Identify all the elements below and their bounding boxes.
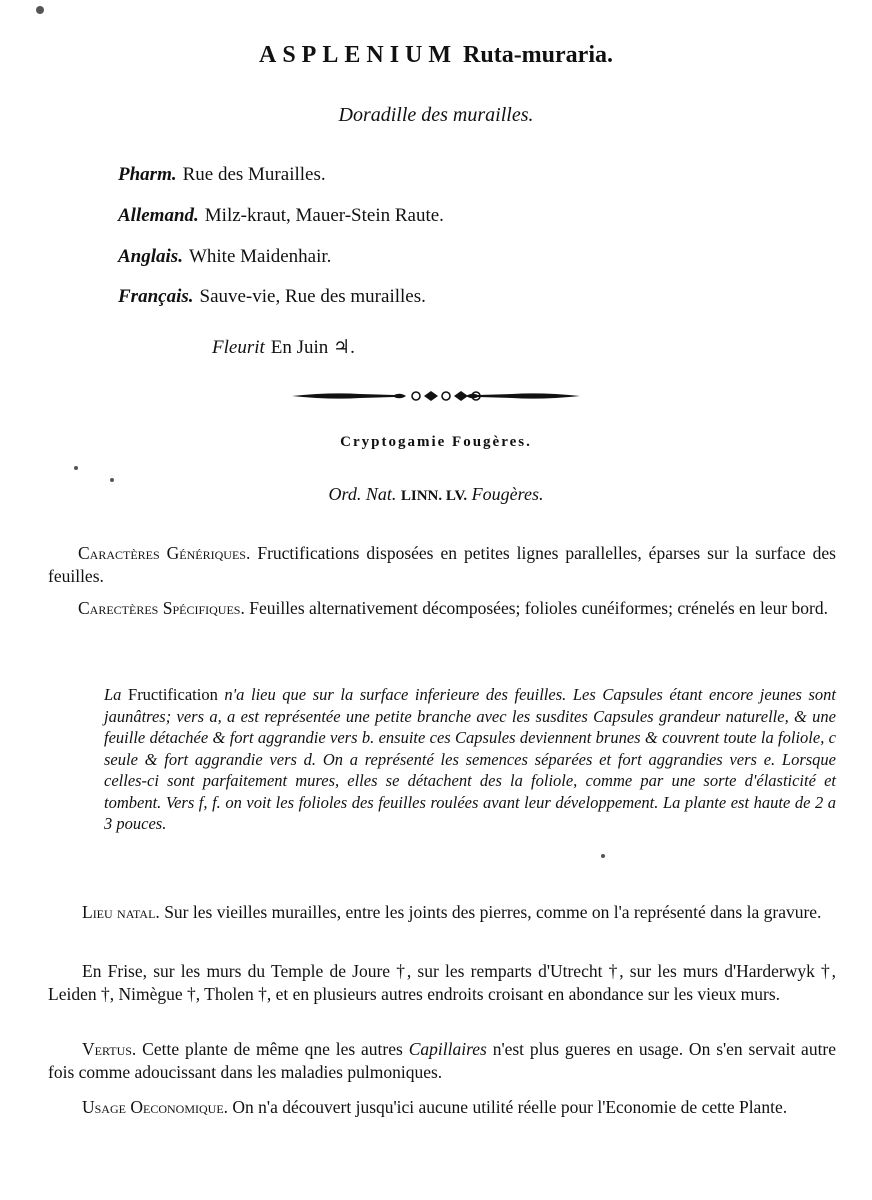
flowering-value: En Juin ♃. bbox=[270, 337, 355, 358]
french-common-name: Doradille des murailles. bbox=[338, 104, 534, 126]
order-system: LINN. LV. bbox=[400, 488, 468, 504]
fructification-description bbox=[104, 684, 836, 835]
specific-characters-heading: Carectères Spécifiques. bbox=[78, 598, 245, 618]
name-value: White Maidenhair. bbox=[188, 246, 332, 267]
order-suffix: Fougères. bbox=[471, 484, 544, 504]
virtues-paragraph bbox=[48, 1038, 836, 1084]
habitat-heading: Lieu natal. bbox=[82, 902, 160, 922]
name-anglais bbox=[118, 246, 331, 268]
specific-characters-text: Feuilles alternativement décomposées; folioles cunéiformes; crénelés en leur bord. bbox=[249, 598, 828, 618]
species-title bbox=[0, 42, 872, 69]
economic-use-paragraph bbox=[48, 1096, 836, 1119]
description-lead: La bbox=[104, 685, 122, 704]
generic-characters-heading: Caractères Génériques. bbox=[78, 543, 251, 563]
habitat-localities-text: En Frise, sur les murs du Temple de Joure †, sur les remparts d'Utrecht †, sur les murs d'Harderwyk †, Leiden †, Nimègue †, Tholen †, et en plusieurs autres endroits croisant en abondance sur les vieux murs. bbox=[48, 961, 836, 1004]
species-epithet: Ruta-muraria. bbox=[463, 42, 613, 68]
ink-speck bbox=[601, 854, 605, 858]
habitat-paragraph bbox=[48, 901, 836, 924]
generic-characters bbox=[48, 542, 836, 588]
virtues-text-before: Cette plante de même qne les autres bbox=[142, 1039, 403, 1059]
natural-order bbox=[0, 484, 872, 505]
habitat-localities bbox=[48, 960, 836, 1006]
name-value: Rue des Murailles. bbox=[182, 164, 326, 185]
classification-heading: Cryptogamie Fougères. bbox=[340, 434, 532, 450]
name-label: Français. bbox=[118, 286, 194, 307]
description-lead-word: Fructification bbox=[128, 685, 218, 704]
description-text: n'a lieu que sur la surface inferieure des feuilles. Les Capsules étant encore jeunes sont jaunâtres; vers a, a est représentée une petite branche avec les susdites Capsules grandeur naturelle, & une feuille détachée & fort aggrandie vers b. ensuite ces Capsules deviennent brunes & couvrent toute la foliole, c seule & fort aggrandie vers d. On a représenté les semences séparées et fort aggrandies vers e. Lorsque celles-ci sont parfaitement mures, elles se détachent des la foliole, comme par une sorte d'élasticité et tombent. Vers f, f. on voit les folioles des feuilles roulées avant leur développement. La plante est haute de 2 a 3 pouces. bbox=[104, 685, 837, 833]
order-prefix: Ord. Nat. bbox=[328, 484, 397, 504]
name-allemand bbox=[118, 205, 444, 227]
name-value: Sauve-vie, Rue des murailles. bbox=[199, 286, 426, 307]
name-label: Allemand. bbox=[118, 205, 199, 226]
economic-use-text: On n'a découvert jusqu'ici aucune utilité réelle pour l'Economie de cette Plante. bbox=[232, 1097, 788, 1117]
name-value: Milz-kraut, Mauer-Stein Raute. bbox=[204, 205, 444, 226]
flowering-label: Fleurit bbox=[212, 337, 265, 358]
virtues-italic-word: Capillaires bbox=[408, 1039, 487, 1059]
genus-name: ASPLENIUM bbox=[259, 42, 458, 68]
ornament-divider bbox=[290, 386, 582, 406]
name-francais bbox=[118, 286, 426, 308]
economic-use-heading: Usage Oeconomique. bbox=[82, 1097, 229, 1117]
ink-speck bbox=[110, 478, 114, 482]
name-label: Anglais. bbox=[118, 246, 183, 267]
specific-characters bbox=[48, 597, 836, 620]
name-label: Pharm. bbox=[118, 164, 177, 185]
name-pharm bbox=[118, 164, 326, 186]
generic-characters-text: Fructifications disposées en petites lignes parallelles, éparses sur la surface des feuilles. bbox=[48, 543, 836, 586]
flowering-line bbox=[212, 336, 355, 359]
virtues-heading: Vertus. bbox=[82, 1039, 137, 1059]
virtues-text-after: n'est plus gueres en usage. On s'en servait autre fois comme adoucissant dans les maladies pulmoniques. bbox=[48, 1039, 837, 1082]
habitat-text: Sur les vieilles murailles, entre les joints des pierres, comme on l'a représenté dans la gravure. bbox=[164, 902, 822, 922]
ink-speck bbox=[36, 6, 44, 14]
ink-speck bbox=[74, 466, 78, 470]
